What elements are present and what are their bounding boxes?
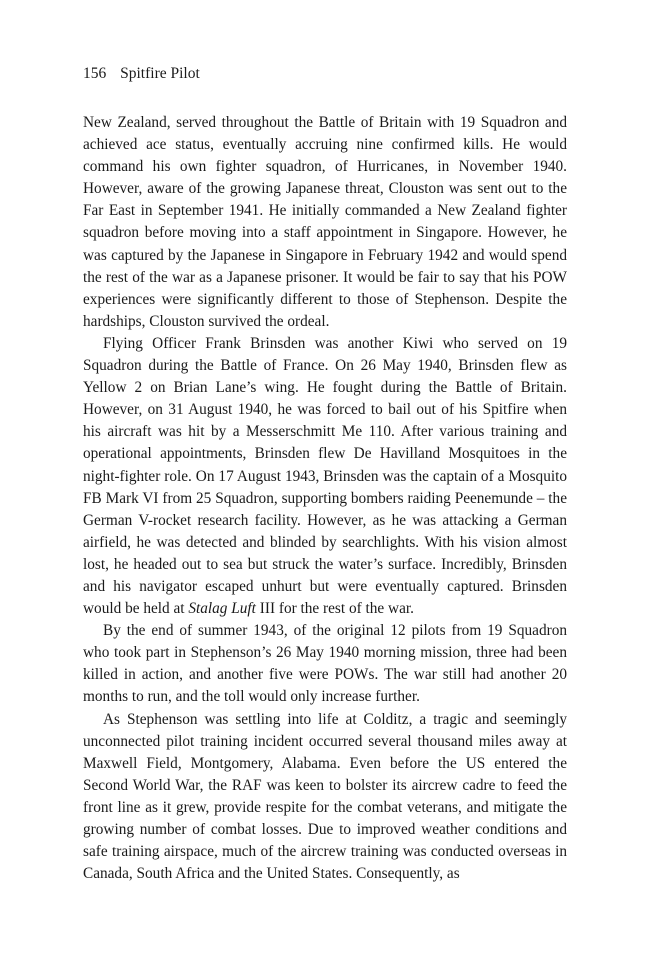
paragraph-maxwell-field: As Stephenson was settling into life at Colditz, a tragic and seemingly unconnected pilot training incident occurred several thousand miles away at Maxwell Field, Montgomery, Alabama. Even before the US entered the Second World War, the RAF was keen to bolster its aircrew cadre to feed the front line as it grew, provide respite for the combat veterans, and mitigate the growing number of combat losses. Due to improved weather conditions and safe training airspace, much of the aircrew training was conducted overseas in Canada, South Africa and the United States. Consequently, as bbox=[83, 710, 567, 883]
page-number: 156 bbox=[83, 65, 107, 82]
paragraph-brinsden bbox=[83, 333, 567, 620]
paragraph-text: Flying Officer Frank Brinsden was another Kiwi who served on 19 Squadron during the Battle of France. On 26 May 1940, Brinsden flew as Yellow 2 on Brian Lane’s wing. He fought during the Battle of Britain. However, on 31 August 1940, he was forced to bail out of his Spitfire when his aircraft was hit by a Messerschmitt Me 110. After various training and operational appointments, Brinsden flew De Havilland Mosquitoes in the night-fighter role. On 17 August 1943, Brinsden was the captain of a Mosquito FB Mark VI from 25 Squadron, supporting bombers raiding Peenemunde – the German V-rocket research facility. However, as he was attacking a German airfield, he was detected and blinded by searchlights. With his vision almost lost, he headed out to sea but struck the water’s surface. Incredibly, Brinsden and his navigator escaped unhurt but were eventually captured. Brinsden would be held at bbox=[83, 334, 567, 618]
body-text bbox=[83, 112, 567, 885]
paragraph-text: III for the rest of the war. bbox=[255, 600, 414, 618]
book-title: Spitfire Pilot bbox=[120, 65, 200, 82]
camp-name-italic: Stalag Luft bbox=[188, 600, 256, 618]
paragraph-summer-1943: By the end of summer 1943, of the original 12 pilots from 19 Squadron who took part in Stephenson’s 26 May 1940 morning mission, three had been killed in action, and another five were POWs. The war still had another 20 months to run, and the toll would only increase further. bbox=[83, 622, 567, 706]
paragraph-clouston: New Zealand, served throughout the Battle of Britain with 19 Squadron and achieved ace status, eventually accruing nine confirmed kills. He would command his own fighter squadron, of Hurricanes, in November 1940. However, aware of the growing Japanese threat, Clouston was sent out to the Far East in September 1941. He initially commanded a New Zealand fighter squadron before moving into a staff appointment in Singapore. However, he was captured by the Japanese in Singapore in February 1942 and would spend the rest of the war as a Japanese prisoner. It would be fair to say that his POW experiences were significantly different to those of Stephenson. Despite the hardships, Clouston survived the ordeal. bbox=[83, 114, 567, 330]
running-head bbox=[83, 64, 200, 84]
